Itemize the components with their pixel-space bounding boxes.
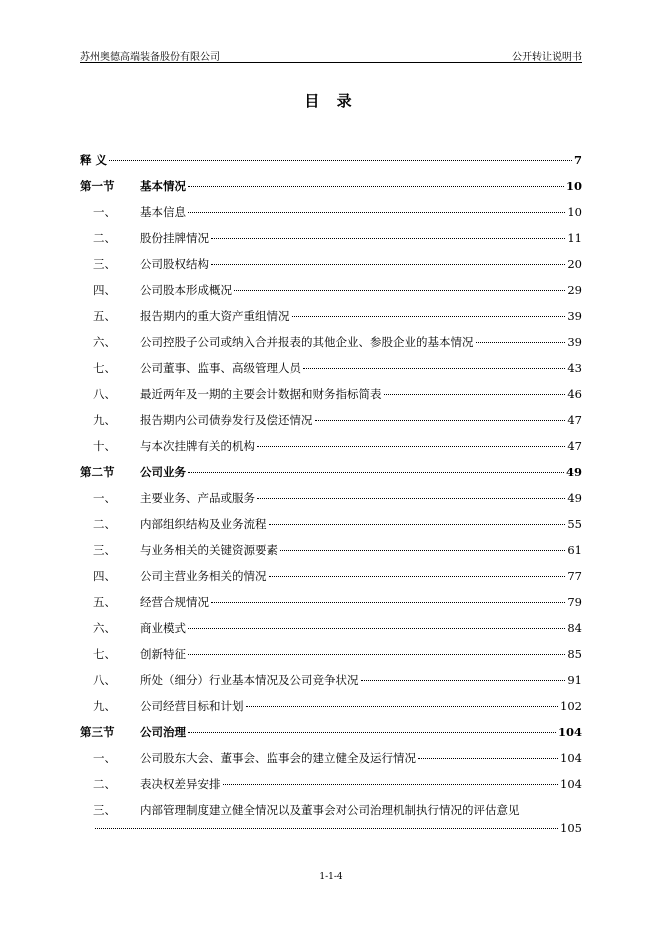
toc-item-row[interactable] <box>80 304 582 330</box>
toc-item-label: 公司经营目标和计划 <box>140 699 244 713</box>
toc-item-number: 三、 <box>93 803 116 817</box>
toc-item-number: 二、 <box>93 777 116 791</box>
toc-entry <box>140 230 582 246</box>
toc-dot-leader <box>269 576 566 577</box>
toc-item-label: 报告期内的重大资产重组情况 <box>140 309 290 323</box>
toc-item-label: 所处（细分）行业基本情况及公司竞争状况 <box>140 673 359 687</box>
toc-page-number: 79 <box>567 595 582 609</box>
toc-page-number: 61 <box>567 543 582 557</box>
toc-item-row[interactable] <box>80 590 582 616</box>
toc-item-row[interactable] <box>80 226 582 252</box>
toc-item-number: 四、 <box>93 283 116 297</box>
toc-section-number: 第三节 <box>80 725 115 739</box>
toc-section-number: 第一节 <box>80 179 115 193</box>
toc-entry <box>140 776 582 792</box>
toc-dot-leader <box>257 498 565 499</box>
footer-page-number: 1-1-4 <box>319 872 343 882</box>
toc-dot-leader <box>418 758 558 759</box>
toc-item-label: 表决权差异安排 <box>140 777 221 791</box>
toc-page-number: 39 <box>567 309 582 323</box>
toc-item-number: 八、 <box>93 387 116 401</box>
toc-dot-leader <box>223 784 559 785</box>
toc-item-number: 五、 <box>93 595 116 609</box>
toc-item-label: 与本次挂牌有关的机构 <box>140 439 255 453</box>
toc-section-row[interactable] <box>80 720 582 746</box>
toc-dot-leader <box>211 238 565 239</box>
toc-dot-leader <box>188 186 564 187</box>
toc-item-row[interactable] <box>80 408 582 434</box>
toc-item-number: 六、 <box>93 335 116 349</box>
toc-item-label: 公司控股子公司或纳入合并报表的其他企业、参股企业的基本情况 <box>140 335 474 349</box>
toc-item-label: 基本信息 <box>140 205 186 219</box>
toc-item-row[interactable] <box>80 278 582 304</box>
toc-item-label: 公司股权结构 <box>140 257 209 271</box>
toc-item-row[interactable] <box>80 694 582 720</box>
toc-entry <box>140 646 582 662</box>
toc-section-label: 公司治理 <box>140 725 186 739</box>
toc-page-number: 104 <box>560 751 582 765</box>
toc-entry <box>140 438 582 454</box>
toc-item-number: 一、 <box>93 205 116 219</box>
toc-item-number: 三、 <box>93 257 116 271</box>
toc-page-number: 29 <box>567 283 582 297</box>
toc-page-number: 102 <box>560 699 582 713</box>
toc-dot-leader <box>292 316 566 317</box>
toc-page-number: 43 <box>567 361 582 375</box>
toc-page-number: 55 <box>567 517 582 531</box>
toc-item-label: 经营合规情况 <box>140 595 209 609</box>
toc-dot-leader <box>384 394 566 395</box>
toc-item-row[interactable] <box>80 486 582 512</box>
toc-item-number: 一、 <box>93 491 116 505</box>
toc-entry <box>140 282 582 298</box>
toc-entry <box>140 490 582 506</box>
toc-entry <box>140 568 582 584</box>
toc-entry <box>140 464 582 480</box>
toc-item-number: 一、 <box>93 751 116 765</box>
toc-page-number: 39 <box>567 335 582 349</box>
toc-entry <box>140 594 582 610</box>
toc-item-number: 二、 <box>93 231 116 245</box>
toc-item-label: 公司主营业务相关的情况 <box>140 569 267 583</box>
toc-dot-leader <box>476 342 566 343</box>
header-company-name: 苏州奥德高端装备股份有限公司 <box>80 52 220 63</box>
toc-entry <box>80 152 582 168</box>
toc-entry <box>140 334 582 350</box>
toc-entry <box>140 308 582 324</box>
toc-item-number: 十、 <box>93 439 116 453</box>
toc-item-row[interactable] <box>80 746 582 772</box>
toc-entry <box>140 698 582 714</box>
toc-page-number: 11 <box>567 231 582 245</box>
toc-page-number: 84 <box>567 621 582 635</box>
page-title: 目 录 <box>304 92 358 110</box>
toc-section-label: 基本情况 <box>140 179 186 193</box>
toc-item-label: 股份挂牌情况 <box>140 231 209 245</box>
toc-page-number: 104 <box>557 725 582 739</box>
toc-item-number: 六、 <box>93 621 116 635</box>
toc-item-row[interactable] <box>80 512 582 538</box>
toc-item-number: 五、 <box>93 309 116 323</box>
header-document-title: 公开转让说明书 <box>512 52 582 63</box>
toc-item-row[interactable] <box>80 538 582 564</box>
toc-item-leader-line <box>93 821 582 835</box>
toc-page-number: 46 <box>567 387 582 401</box>
table-of-contents <box>80 148 582 844</box>
toc-page-number: 20 <box>567 257 582 271</box>
toc-item-number: 七、 <box>93 361 116 375</box>
toc-dot-leader <box>315 420 566 421</box>
toc-section-row[interactable] <box>80 174 582 200</box>
toc-item-number: 二、 <box>93 517 116 531</box>
toc-dot-leader <box>361 680 566 681</box>
toc-item-row[interactable] <box>80 616 582 642</box>
toc-page-number: 47 <box>567 439 582 453</box>
toc-entry <box>140 204 582 220</box>
toc-entry <box>140 178 582 194</box>
toc-item-label: 公司股东大会、董事会、监事会的建立健全及运行情况 <box>140 751 416 765</box>
toc-section-number: 第二节 <box>80 465 115 479</box>
toc-dot-leader <box>211 264 565 265</box>
toc-page-number: 77 <box>567 569 582 583</box>
toc-item-row[interactable] <box>80 668 582 694</box>
toc-page-number: 49 <box>565 465 582 479</box>
toc-dot-leader <box>303 368 565 369</box>
toc-item-label: 内部管理制度建立健全情况以及董事会对公司治理机制执行情况的评估意见 <box>140 803 520 817</box>
toc-entry <box>140 672 582 688</box>
toc-item-number: 七、 <box>93 647 116 661</box>
toc-item-row[interactable] <box>80 382 582 408</box>
toc-page-number: 7 <box>573 153 582 167</box>
toc-item-label: 主要业务、产品或服务 <box>140 491 255 505</box>
toc-entry <box>140 412 582 428</box>
toc-item-label: 公司董事、监事、高级管理人员 <box>140 361 301 375</box>
toc-dot-leader <box>109 160 572 161</box>
toc-entry <box>140 386 582 402</box>
toc-item-row[interactable] <box>80 252 582 278</box>
toc-dot-leader <box>188 654 565 655</box>
toc-item-label: 最近两年及一期的主要会计数据和财务指标简表 <box>140 387 382 401</box>
toc-entry <box>140 620 582 636</box>
toc-entry <box>140 516 582 532</box>
toc-item-number: 九、 <box>93 699 116 713</box>
toc-item-row[interactable] <box>80 434 582 460</box>
toc-page-number: 10 <box>565 179 582 193</box>
toc-item-label: 商业模式 <box>140 621 186 635</box>
toc-item-label: 创新特征 <box>140 647 186 661</box>
toc-item-label: 内部组织结构及业务流程 <box>140 517 267 531</box>
toc-item-number: 三、 <box>93 543 116 557</box>
page-header <box>80 48 582 62</box>
toc-item-label: 与业务相关的关键资源要素 <box>140 543 278 557</box>
toc-dot-leader <box>95 828 558 829</box>
toc-entry <box>140 256 582 272</box>
toc-dot-leader <box>188 628 565 629</box>
toc-item-label: 释 义 <box>80 153 108 167</box>
toc-item-row[interactable] <box>80 148 582 174</box>
toc-item-row[interactable] <box>80 200 582 226</box>
toc-dot-leader <box>246 706 559 707</box>
toc-entry <box>140 750 582 766</box>
toc-page-number: 104 <box>560 777 582 791</box>
toc-page-number: 47 <box>567 413 582 427</box>
toc-dot-leader <box>257 446 565 447</box>
toc-dot-leader <box>188 472 564 473</box>
toc-item-row[interactable] <box>80 330 582 356</box>
toc-item-number: 九、 <box>93 413 116 427</box>
toc-item-row[interactable] <box>80 642 582 668</box>
toc-item-row[interactable] <box>80 772 582 798</box>
toc-entry <box>140 360 582 376</box>
toc-dot-leader <box>188 732 556 733</box>
toc-page-number: 105 <box>560 821 582 835</box>
toc-dot-leader <box>188 212 565 213</box>
toc-dot-leader <box>269 524 566 525</box>
toc-item-row[interactable] <box>80 798 582 844</box>
toc-item-label: 报告期内公司债券发行及偿还情况 <box>140 413 313 427</box>
toc-page-number: 85 <box>567 647 582 661</box>
toc-entry <box>140 724 582 740</box>
toc-entry <box>140 542 582 558</box>
toc-item-row[interactable] <box>80 356 582 382</box>
toc-item-number: 四、 <box>93 569 116 583</box>
toc-dot-leader <box>234 290 565 291</box>
toc-section-row[interactable] <box>80 460 582 486</box>
toc-section-label: 公司业务 <box>140 465 186 479</box>
toc-page-number: 49 <box>567 491 582 505</box>
toc-dot-leader <box>280 550 565 551</box>
header-divider <box>80 62 582 63</box>
toc-item-row[interactable] <box>80 564 582 590</box>
toc-item-number: 八、 <box>93 673 116 687</box>
toc-page-number: 91 <box>567 673 582 687</box>
toc-item-label: 公司股本形成概况 <box>140 283 232 297</box>
toc-dot-leader <box>211 602 565 603</box>
toc-page-number: 10 <box>567 205 582 219</box>
